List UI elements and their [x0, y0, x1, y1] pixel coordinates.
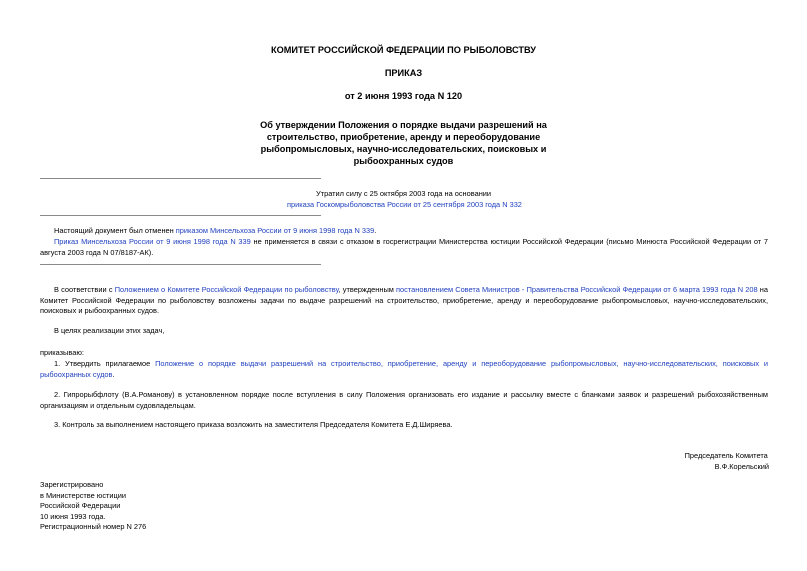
- registration-line: Зарегистрировано: [40, 480, 104, 489]
- document-title: [0, 119, 807, 167]
- title-line: строительство, приобретение, аренду и переоборудование: [266, 132, 541, 142]
- note-link[interactable]: Приказ Минсельхоза России от 9 июня 1998 года N 339: [54, 237, 251, 246]
- divider: [40, 264, 321, 265]
- body-link[interactable]: Положение о порядке выдачи разрешений на строительство, приобретение, аренду и переоборудование рыбопромысловых, научно-исследовательских, поисковых и рыбоохранных судов: [40, 359, 768, 379]
- signature-block: [685, 451, 769, 472]
- signature-position: Председатель Комитета: [684, 451, 768, 460]
- committee-heading: КОМИТЕТ РОССИЙСКОЙ ФЕДЕРАЦИИ ПО РЫБОЛОВСТВУ: [271, 45, 536, 55]
- order-heading: ПРИКАЗ: [384, 68, 423, 78]
- signature-name: В.Ф.Корельский: [714, 461, 769, 471]
- order-item-1: [40, 359, 768, 380]
- note-cancelled: [40, 226, 768, 237]
- title-line: Об утверждении Положения о порядке выдачи разрешений на: [260, 120, 547, 130]
- registration-line: в Министерстве юстиции: [40, 490, 127, 500]
- body-text: , утвержденным: [338, 285, 397, 294]
- status-link[interactable]: приказа Госкомрыболовства России от 25 сентября 2003 года N 332: [287, 200, 522, 209]
- body-text: В соответствии с: [54, 285, 115, 294]
- registration-line: Российской Федерации: [40, 501, 121, 510]
- note-not-applied: [40, 237, 768, 258]
- registration-block: [40, 480, 146, 533]
- body-link[interactable]: Положением о Комитете Российской Федерации по рыболовству: [114, 285, 339, 294]
- order-item-2: 2. Гипрорыбфлоту (В.А.Романову) в установленном порядке после вступления в силу Положения организовать его издание и рассылку вместе с бланками заявок и разрешений рыбохозяйственным организациям и отдельным судовладельцам.: [40, 390, 768, 410]
- divider: [40, 178, 321, 179]
- purpose-paragraph: В целях реализации этих задач,: [54, 326, 165, 335]
- order-item-3: 3. Контроль за выполнением настоящего приказа возложить на заместителя Председателя Комитета Е.Д.Ширяева.: [54, 420, 453, 429]
- registration-line: Регистрационный номер N 276: [40, 522, 147, 531]
- note-text: не применяется в связи с отказом в госрегистрации Министерства юстиции Российской Федерации (письмо Минюста Российской Федерации от 7 августа 2003 года N 07/8187-АК).: [40, 237, 768, 257]
- registration-line: 10 июня 1993 года.: [40, 511, 106, 521]
- title-line: рыбоохранных судов: [353, 156, 454, 166]
- divider: [40, 215, 321, 216]
- body-text: 1. Утвердить прилагаемое: [54, 359, 156, 368]
- note-text: .: [374, 226, 377, 235]
- order-date-number: от 2 июня 1993 года N 120: [344, 91, 463, 101]
- body-link[interactable]: постановлением Совета Министров - Правительства Российской Федерации от 6 марта 1993 года N 208: [396, 285, 758, 294]
- preamble-paragraph: [40, 285, 768, 317]
- body-text: .: [112, 369, 115, 379]
- note-link[interactable]: приказом Минсельхоза России от 9 июня 1998 года N 339: [175, 226, 375, 235]
- status-text: Утратил силу с 25 октября 2003 года на основании: [316, 189, 492, 198]
- order-word: приказываю:: [40, 348, 84, 357]
- title-line: рыбопромысловых, научно-исследовательских, поисковых и: [260, 144, 547, 154]
- body-text: на Комитет Российской Федерации по рыболовству возложены задачи по выдаче разрешений на строительство, приобретение, аренду и переоборудование рыбопромысловых, научно-исследовательских, поисковых и рыбоохранных судов.: [40, 285, 768, 315]
- note-text: Настоящий документ был отменен: [54, 226, 176, 235]
